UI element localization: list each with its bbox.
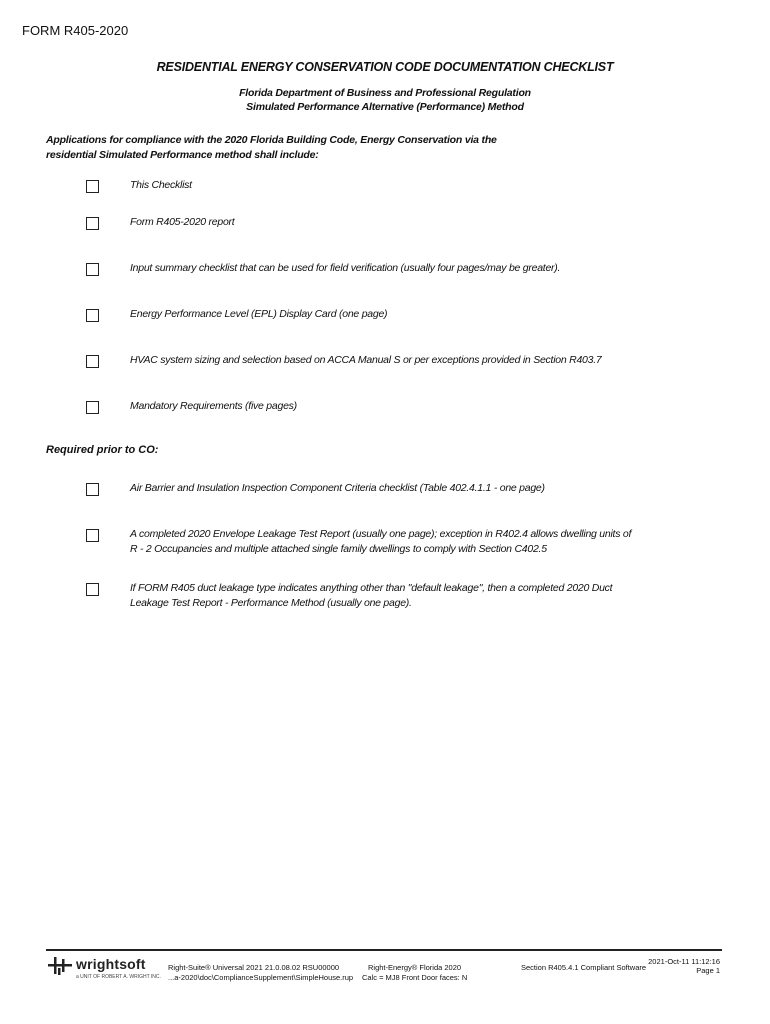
footer-software-version: Right-Suite® Universal 2021 21.0.08.02 RSU00000	[168, 963, 340, 972]
checkbox[interactable]	[86, 583, 99, 596]
label-line-1: If FORM R405 duct leakage type indicates anything other than "default leakage", then a completed 2020 Duct	[130, 582, 613, 594]
wrightsoft-logo	[48, 956, 164, 984]
intro-line-2: residential Simulated Performance method shall include:	[46, 149, 319, 161]
checklist-item-label: This Checklist	[130, 179, 192, 191]
checklist-item-label: Form R405-2020 report	[130, 216, 235, 228]
checkbox[interactable]	[86, 483, 99, 496]
footer-file-path: ...a-2020\doc\ComplianceSupplement\SimpleHouse.rup	[168, 973, 354, 982]
form-id: FORM R405-2020	[22, 23, 129, 38]
logo-wordmark: wrightsoft	[76, 956, 146, 972]
intro-line-1: Applications for compliance with the 2020 Florida Building Code, Energy Conservation via the	[46, 134, 497, 146]
checkbox[interactable]	[86, 180, 99, 193]
label-line-2: Leakage Test Report - Performance Method (usually one page).	[130, 597, 412, 609]
checklist-item-label: Mandatory Requirements (five pages)	[130, 400, 297, 412]
checklist-item-label: Energy Performance Level (EPL) Display Card (one page)	[130, 308, 388, 320]
document-title: RESIDENTIAL ENERGY CONSERVATION CODE DOCUMENTATION CHECKLIST	[156, 60, 614, 74]
department-subtitle: Florida Department of Business and Professional Regulation	[239, 87, 531, 99]
label-line-2: R - 2 Occupancies and multiple attached single family dwellings to comply with Section C402.5	[130, 543, 547, 555]
footer-timestamp: 2021-Oct-11 11:12:16	[648, 957, 720, 966]
checkbox[interactable]	[86, 401, 99, 414]
footer-energy-product: Right-Energy® Florida 2020	[368, 963, 462, 972]
footer-compliance: Section R405.4.1 Compliant Software	[521, 963, 647, 972]
checklist-item-label: Air Barrier and Insulation Inspection Component Criteria checklist (Table 402.4.1.1 - one page)	[130, 482, 545, 494]
logo-tagline: a UNIT OF ROBERT A. WRIGHT INC.	[76, 974, 161, 980]
required-prior-heading: Required prior to CO:	[46, 444, 159, 456]
intro-text	[46, 133, 646, 163]
checklist-item-label: HVAC system sizing and selection based on ACCA Manual S or per exceptions provided in Section R403.7	[130, 354, 602, 366]
checklist-item-label	[130, 581, 690, 611]
checkbox[interactable]	[86, 309, 99, 322]
checklist-item-label: Input summary checklist that can be used for field verification (usually four pages/may be greater).	[130, 262, 561, 274]
wrightsoft-logo-mark-icon	[48, 956, 72, 976]
footer-calc-info: Calc = MJ8 Front Door faces: N	[362, 973, 468, 982]
checkbox[interactable]	[86, 217, 99, 230]
label-line-1: A completed 2020 Envelope Leakage Test Report (usually one page); exception in R402.4 allows dwelling units of	[130, 528, 632, 540]
footer-page-number: Page 1	[696, 966, 720, 975]
checkbox[interactable]	[86, 263, 99, 276]
footer-rule	[46, 949, 722, 951]
method-subtitle: Simulated Performance Alternative (Performance) Method	[246, 101, 524, 113]
checkbox[interactable]	[86, 529, 99, 542]
checklist-item-label	[130, 527, 690, 557]
checkbox[interactable]	[86, 355, 99, 368]
